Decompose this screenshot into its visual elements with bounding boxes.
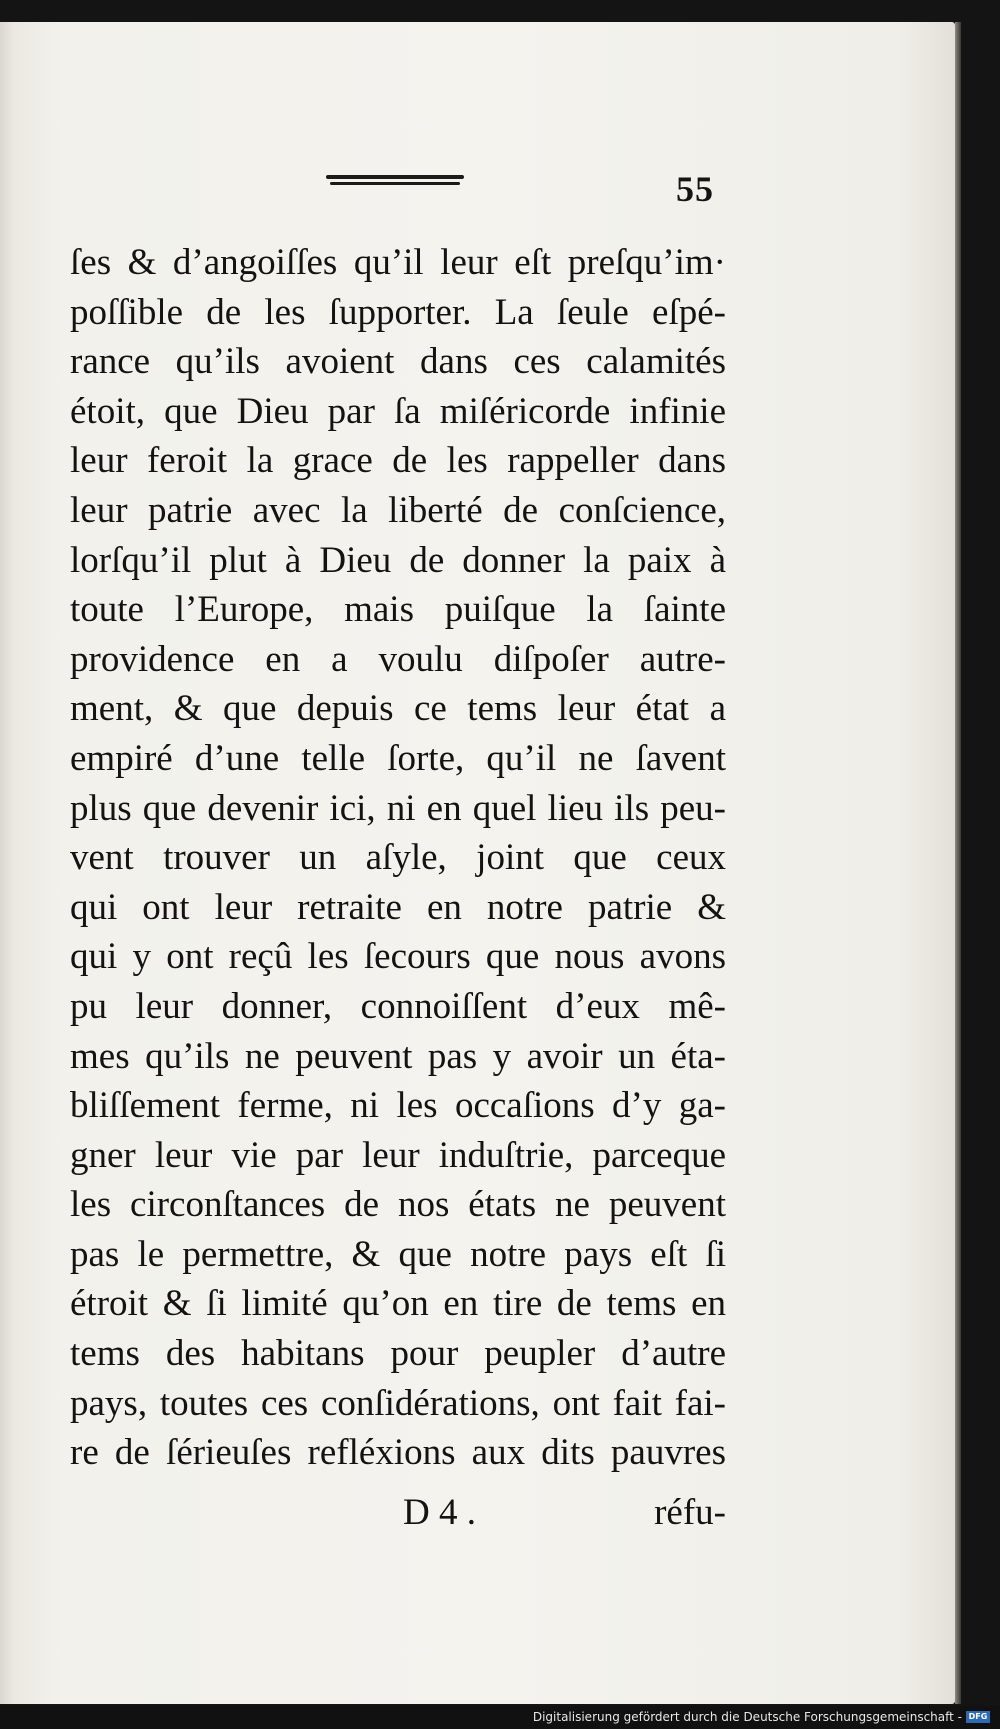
text-line: qui ont leur retraite en notre patrie & [70,886,726,928]
text-line: pas le permettre, & que notre pays eſt ſi [70,1233,726,1275]
text-line: pu leur donner, connoiſſent d’eux mê- [70,985,726,1027]
page-number: 55 [676,169,714,209]
text-line: tems des habitans pour peupler d’autre [70,1333,726,1375]
catchword: réfu- [654,1492,726,1533]
text-line: mes qu’ils ne peuvent pas y avoir un éta- [70,1035,726,1077]
text-line: re de ſérieuſes refléxions aux dits pauvres [70,1432,726,1474]
page-footer [70,1488,726,1538]
credit-text: Digitalisierung gefördert durch die Deutsche Forschungsgemeinschaft - [532,1710,962,1724]
dfg-logo: DFG [966,1711,990,1723]
body-text [70,238,726,1478]
text-line: qui y ont reçû les ſecours que nous avons [70,936,726,978]
signature-mark: D 4 . [403,1492,476,1533]
text-line: ſes & d’angoiſſes qu’il leur eſt preſqu’im· [70,242,726,283]
text-line: empiré d’une telle ſorte, qu’il ne ſavent [70,737,726,779]
text-line: leur patrie avec la liberté de conſcience, [70,489,726,531]
text-line: toute l’Europe, mais puiſque la ſainte [70,589,726,631]
text-line: les circonſtances de nos états ne peuvent [70,1184,726,1226]
text-line: étoit, que Dieu par ſa miſéricorde infinie [70,390,726,432]
text-line: providence en a voulu diſpoſer autre- [70,638,726,680]
text-line: poſſible de les ſupporter. La ſeule eſpé- [70,291,726,333]
text-line: plus que devenir ici, ni en quel lieu ils peu- [70,787,726,829]
text-line: étroit & ſi limité qu’on en tire de tems en [70,1283,726,1325]
text-line: bliſſement ferme, ni les occaſions d’y ga- [70,1085,726,1127]
text-line: rance qu’ils avoient dans ces calamités [70,341,726,383]
header-ornament-rule [326,175,464,189]
text-line: gner leur vie par leur induſtrie, parceque [70,1134,726,1176]
text-line: lorſqu’il plut à Dieu de donner la paix à [70,539,726,581]
text-line: pays, toutes ces conſidérations, ont fait fai- [70,1382,726,1424]
page-edge [955,22,961,1704]
digitization-credit-bar [0,1706,1000,1729]
header-rule-bar-bottom [330,182,460,185]
text-line: vent trouver un aſyle, joint que ceux [70,837,726,879]
header-rule-bar-top [326,175,464,179]
text-line: ment, & que depuis ce tems leur état a [70,688,726,730]
text-line: leur feroit la grace de les rappeller dans [70,440,726,482]
